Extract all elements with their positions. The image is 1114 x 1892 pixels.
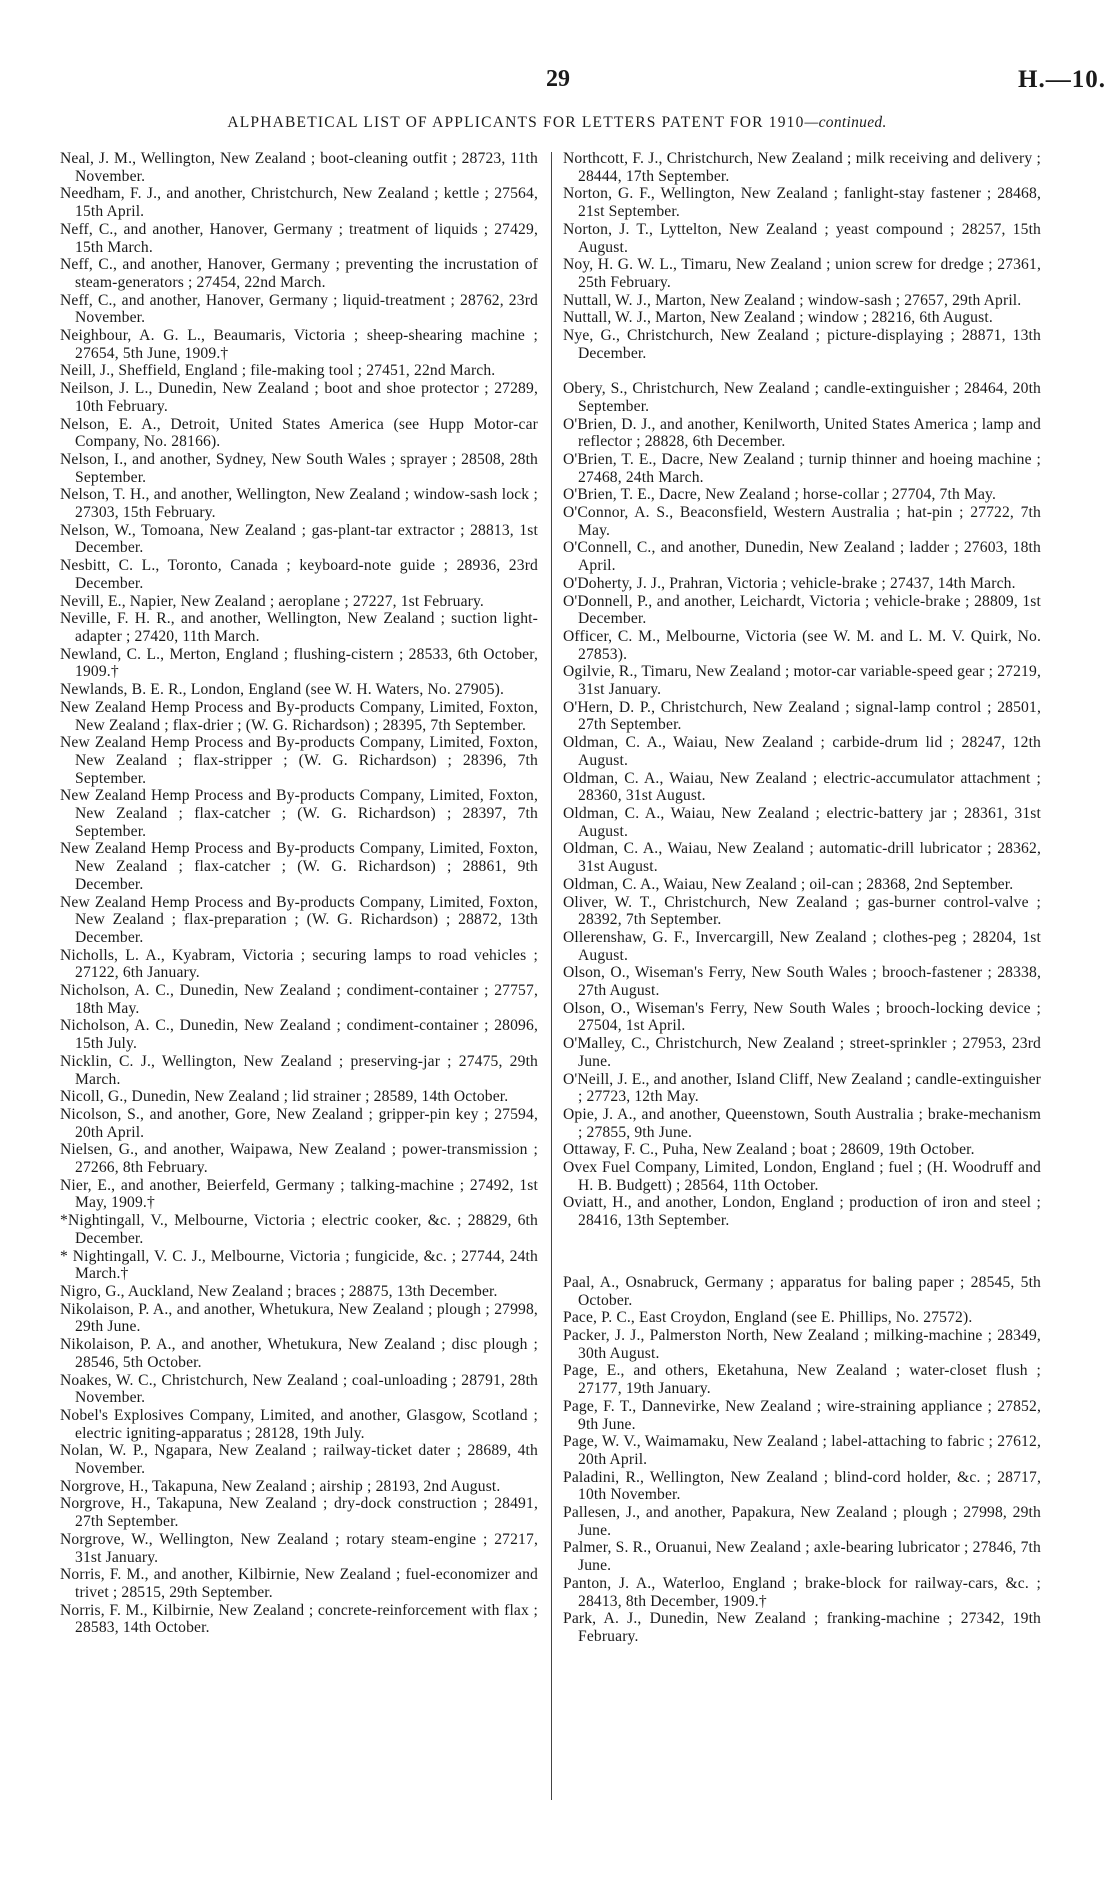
list-entry: Ottaway, F. C., Puha, New Zealand ; boat ; 28609, 19th October.: [563, 1141, 975, 1159]
list-entry: Nesbitt, C. L., Toronto, Canada ; keyboard-note guide ; 28936, 23rd December.: [60, 557, 538, 592]
list-entry: Nicolson, S., and another, Gore, New Zealand ; gripper-pin key ; 27594, 20th April.: [60, 1105, 538, 1141]
list-entry: Page, E., and others, Eketahuna, New Zealand ; water-closet flush ; 27177, 19th January.: [563, 1362, 1041, 1398]
list-entry: Nolan, W. P., Ngapara, New Zealand ; railway-ticket dater ; 28689, 4th November.: [60, 1442, 538, 1478]
list-entry: New Zealand Hemp Process and By-products Company, Limited, Foxton, New Zealand ; flax-catcher ; (W. G. Richardson) ; 28397, 7th September.: [60, 787, 538, 840]
list-entry: Olson, O., Wiseman's Ferry, New South Wales ; brooch-fastener ; 28338, 27th August.: [563, 964, 1041, 1000]
title-suffix: —continued.: [804, 114, 887, 131]
list-entry: Paladini, R., Wellington, New Zealand ; blind-cord holder, &c. ; 28717, 10th November.: [563, 1468, 1041, 1504]
list-entry: Norgrove, H., Takapuna, New Zealand ; airship ; 28193, 2nd August.: [60, 1477, 501, 1495]
list-entry: Olson, O., Wiseman's Ferry, New South Wales ; brooch-locking device ; 27504, 1st April.: [563, 999, 1041, 1035]
list-entry: Neighbour, A. G. L., Beaumaris, Victoria ; sheep-shearing machine ; 27654, 5th June, 1909.†: [60, 327, 538, 362]
list-entry: Pallesen, J., and another, Papakura, New Zealand ; plough ; 27998, 29th June.: [563, 1504, 1041, 1539]
list-entry: Newland, C. L., Merton, England ; flushing-cistern ; 28533, 6th October, 1909.†: [60, 645, 538, 681]
list-entry: Nuttall, W. J., Marton, New Zealand ; window ; 28216, 6th August.: [563, 309, 993, 327]
list-entry: Page, F. T., Dannevirke, New Zealand ; wire-straining appliance ; 27852, 9th June.: [563, 1397, 1041, 1433]
list-entry: O'Malley, C., Christchurch, New Zealand ; street-sprinkler ; 27953, 23rd June.: [563, 1035, 1041, 1070]
list-entry: Neff, C., and another, Hanover, Germany ; liquid-treatment ; 28762, 23rd November.: [60, 291, 538, 327]
list-entry: O'Doherty, J. J., Prahran, Victoria ; vehicle-brake ; 27437, 14th March.: [563, 574, 1016, 592]
list-entry: Northcott, F. J., Christchurch, New Zealand ; milk receiving and delivery ; 28444, 17th September.: [563, 150, 1041, 185]
list-entry: O'Connell, C., and another, Dunedin, New Zealand ; ladder ; 27603, 18th April.: [563, 539, 1041, 575]
list-entry: Norton, G. F., Wellington, New Zealand ; fanlight-stay fastener ; 28468, 21st September.: [563, 185, 1041, 221]
p-section: [563, 1274, 1041, 1646]
list-entry: Nelson, W., Tomoana, New Zealand ; gas-plant-tar extractor ; 28813, 1st December.: [60, 521, 538, 557]
list-entry: New Zealand Hemp Process and By-products Company, Limited, Foxton, New Zealand ; flax-drier ; (W. G. Richardson) ; 28395, 7th September.: [60, 698, 538, 734]
list-entry: New Zealand Hemp Process and By-products Company, Limited, Foxton, New Zealand ; flax-stripper ; (W. G. Richardson) ; 28396, 7th September.: [60, 734, 538, 787]
list-entry: O'Brien, D. J., and another, Kenilworth, United States America ; lamp and reflector ; 28828, 6th December.: [563, 415, 1041, 451]
list-entry: Nicoll, G., Dunedin, New Zealand ; lid strainer ; 28589, 14th October.: [60, 1088, 509, 1106]
list-entry: Oldman, C. A., Waiau, New Zealand ; carbide-drum lid ; 28247, 12th August.: [563, 734, 1041, 769]
list-entry: Oliver, W. T., Christchurch, New Zealand ; gas-burner control-valve ; 28392, 7th September.: [563, 893, 1041, 929]
list-entry: Nobel's Explosives Company, Limited, and another, Glasgow, Scotland ; electric igniting-apparatus ; 28128, 19th July.: [60, 1406, 538, 1442]
list-entry: O'Neill, J. E., and another, Island Cliff, New Zealand ; candle-extinguisher ; 27723, 12th May.: [563, 1070, 1041, 1106]
list-entry: Pace, P. C., East Croydon, England (see E. Phillips, No. 27572).: [563, 1309, 973, 1327]
list-entry: Nicholson, A. C., Dunedin, New Zealand ; condiment-container ; 28096, 15th July.: [60, 1017, 538, 1053]
list-entry: Norris, F. M., and another, Kilbirnie, New Zealand ; fuel-economizer and trivet ; 28515, 29th September.: [60, 1566, 538, 1601]
list-entry: Neilson, J. L., Dunedin, New Zealand ; boot and shoe protector ; 27289, 10th February.: [60, 380, 538, 415]
list-entry: Ovex Fuel Company, Limited, London, England ; fuel ; (H. Woodruff and H. B. Budgett) ; 28564, 11th October.: [563, 1159, 1041, 1194]
section-gap: [563, 1230, 1041, 1274]
list-entry: Oldman, C. A., Waiau, New Zealand ; electric-battery jar ; 28361, 31st August.: [563, 805, 1041, 840]
list-entry: Officer, C. M., Melbourne, Victoria (see W. M. and L. M. V. Quirk, No. 27853).: [563, 627, 1041, 663]
list-entry: Nye, G., Christchurch, New Zealand ; picture-displaying ; 28871, 13th December.: [563, 327, 1041, 362]
list-entry: Nelson, E. A., Detroit, United States America (see Hupp Motor-car Company, No. 28166).: [60, 415, 538, 451]
list-entry: * Nightingall, V. C. J., Melbourne, Victoria ; fungicide, &c. ; 27744, 24th March.†: [60, 1247, 538, 1283]
document-reference: H.—10.: [1018, 66, 1106, 93]
list-entry: Neville, F. H. R., and another, Wellington, New Zealand ; suction light-adapter ; 27420, 11th March.: [60, 610, 538, 645]
list-entry: Nelson, I., and another, Sydney, New South Wales ; sprayer ; 28508, 28th September.: [60, 450, 538, 486]
list-entry: Opie, J. A., and another, Queenstown, South Australia ; brake-mechanism ; 27855, 9th June.: [563, 1105, 1041, 1141]
list-entry: O'Hern, D. P., Christchurch, New Zealand ; signal-lamp control ; 28501, 27th September.: [563, 698, 1041, 734]
list-entry: Nigro, G., Auckland, New Zealand ; braces ; 28875, 13th December.: [60, 1283, 498, 1300]
list-entry: Paal, A., Osnabruck, Germany ; apparatus for baling paper ; 28545, 5th October.: [563, 1273, 1041, 1309]
list-entry: O'Donnell, P., and another, Leichardt, Victoria ; vehicle-brake ; 28809, 1st December.: [563, 592, 1041, 628]
list-entry: Needham, F. J., and another, Christchurch, New Zealand ; kettle ; 27564, 15th April.: [60, 185, 538, 221]
list-entry: Oviatt, H., and another, London, England ; production of iron and steel ; 28416, 13th September.: [563, 1194, 1041, 1230]
list-entry: Nicholls, L. A., Kyabram, Victoria ; securing lamps to road vehicles ; 27122, 6th January.: [60, 946, 538, 982]
list-entry: Nielsen, G., and another, Waipawa, New Zealand ; power-transmission ; 27266, 8th February.: [60, 1141, 538, 1177]
list-entry: Neff, C., and another, Hanover, Germany ; preventing the incrustation of steam-generators ; 27454, 22nd March.: [60, 256, 538, 291]
list-entry: Nevill, E., Napier, New Zealand ; aeroplane ; 27227, 1st February.: [60, 592, 484, 610]
list-entry: Nelson, T. H., and another, Wellington, New Zealand ; window-sash lock ; 27303, 15th February.: [60, 486, 538, 522]
column-divider: [551, 152, 552, 1800]
list-entry: Ogilvie, R., Timaru, New Zealand ; motor-car variable-speed gear ; 27219, 31st January.: [563, 663, 1041, 699]
list-entry: O'Brien, T. E., Dacre, New Zealand ; horse-collar ; 27704, 7th May.: [563, 486, 997, 504]
list-entry: Page, W. V., Waimamaku, New Zealand ; label-attaching to fabric ; 27612, 20th April.: [563, 1433, 1041, 1468]
list-entry: Norton, J. T., Lyttelton, New Zealand ; yeast compound ; 28257, 15th August.: [563, 220, 1041, 256]
list-entry: Norgrove, H., Takapuna, New Zealand ; dry-dock construction ; 28491, 27th September.: [60, 1495, 538, 1531]
list-entry: New Zealand Hemp Process and By-products Company, Limited, Foxton, New Zealand ; flax-preparation ; (W. G. Richardson) ; 28872, 13th December.: [60, 893, 538, 946]
o-section: [563, 380, 1041, 1230]
n-section: [563, 150, 1041, 362]
section-gap: [563, 362, 1041, 380]
list-entry: Oldman, C. A., Waiau, New Zealand ; electric-accumulator attachment ; 28360, 31st August.: [563, 769, 1041, 805]
list-entry: Obery, S., Christchurch, New Zealand ; candle-extinguisher ; 28464, 20th September.: [563, 380, 1041, 415]
list-entry: Oldman, C. A., Waiau, New Zealand ; automatic-drill lubricator ; 28362, 31st August.: [563, 840, 1041, 876]
list-entry: Newlands, B. E. R., London, England (see W. H. Waters, No. 27905).: [60, 681, 505, 699]
list-entry: Nicholson, A. C., Dunedin, New Zealand ; condiment-container ; 27757, 18th May.: [60, 982, 538, 1017]
list-entry: *Nightingall, V., Melbourne, Victoria ; electric cooker, &c. ; 28829, 6th December.: [60, 1212, 538, 1247]
list-entry: Norris, F. M., Kilbirnie, New Zealand ; concrete-reinforcement with flax ; 28583, 14th October.: [60, 1601, 538, 1637]
list-entry: Ollerenshaw, G. F., Invercargill, New Zealand ; clothes-peg ; 28204, 1st August.: [563, 928, 1041, 964]
list-entry: O'Connor, A. S., Beaconsfield, Western Australia ; hat-pin ; 27722, 7th May.: [563, 504, 1041, 539]
list-entry: O'Brien, T. E., Dacre, New Zealand ; turnip thinner and hoeing machine ; 27468, 24th March.: [563, 450, 1041, 486]
right-column: [563, 150, 1041, 1646]
list-entry: Noy, H. G. W. L., Timaru, New Zealand ; union screw for dredge ; 27361, 25th February.: [563, 256, 1041, 291]
list-entry: Norgrove, W., Wellington, New Zealand ; rotary steam-engine ; 27217, 31st January.: [60, 1530, 538, 1566]
page-title: [0, 114, 1114, 132]
page-number: 29: [546, 66, 570, 92]
list-entry: Oldman, C. A., Waiau, New Zealand ; oil-can ; 28368, 2nd September.: [563, 875, 1014, 893]
list-entry: Neal, J. M., Wellington, New Zealand ; boot-cleaning outfit ; 28723, 11th November.: [60, 150, 538, 185]
list-entry: Nikolaison, P. A., and another, Whetukura, New Zealand ; plough ; 27998, 29th June.: [60, 1300, 538, 1336]
title-text: ALPHABETICAL LIST OF APPLICANTS FOR LETTERS PATENT FOR 1910: [227, 114, 805, 131]
list-entry: Neff, C., and another, Hanover, Germany ; treatment of liquids ; 27429, 15th March.: [60, 220, 538, 256]
list-entry: Nier, E., and another, Beierfeld, Germany ; talking-machine ; 27492, 1st May, 1909.†: [60, 1176, 538, 1212]
list-entry: Panton, J. A., Waterloo, England ; brake-block for railway-cars, &c. ; 28413, 8th December, 1909.†: [563, 1574, 1041, 1610]
left-column: [60, 150, 538, 1637]
list-entry: Neill, J., Sheffield, England ; file-making tool ; 27451, 22nd March.: [60, 362, 496, 380]
list-entry: Nicklin, C. J., Wellington, New Zealand ; preserving-jar ; 27475, 29th March.: [60, 1052, 538, 1088]
list-entry: Nikolaison, P. A., and another, Whetukura, New Zealand ; disc plough ; 28546, 5th October.: [60, 1336, 538, 1371]
list-entry: Park, A. J., Dunedin, New Zealand ; franking-machine ; 27342, 19th February.: [563, 1610, 1041, 1645]
list-entry: Packer, J. J., Palmerston North, New Zealand ; milking-machine ; 28349, 30th August.: [563, 1326, 1041, 1362]
list-entry: New Zealand Hemp Process and By-products Company, Limited, Foxton, New Zealand ; flax-catcher ; (W. G. Richardson) ; 28861, 9th December.: [60, 840, 538, 893]
list-entry: Nuttall, W. J., Marton, New Zealand ; window-sash ; 27657, 29th April.: [563, 291, 1022, 309]
list-entry: Palmer, S. R., Oruanui, New Zealand ; axle-bearing lubricator ; 27846, 7th June.: [563, 1539, 1041, 1575]
list-entry: Noakes, W. C., Christchurch, New Zealand ; coal-unloading ; 28791, 28th November.: [60, 1371, 538, 1407]
